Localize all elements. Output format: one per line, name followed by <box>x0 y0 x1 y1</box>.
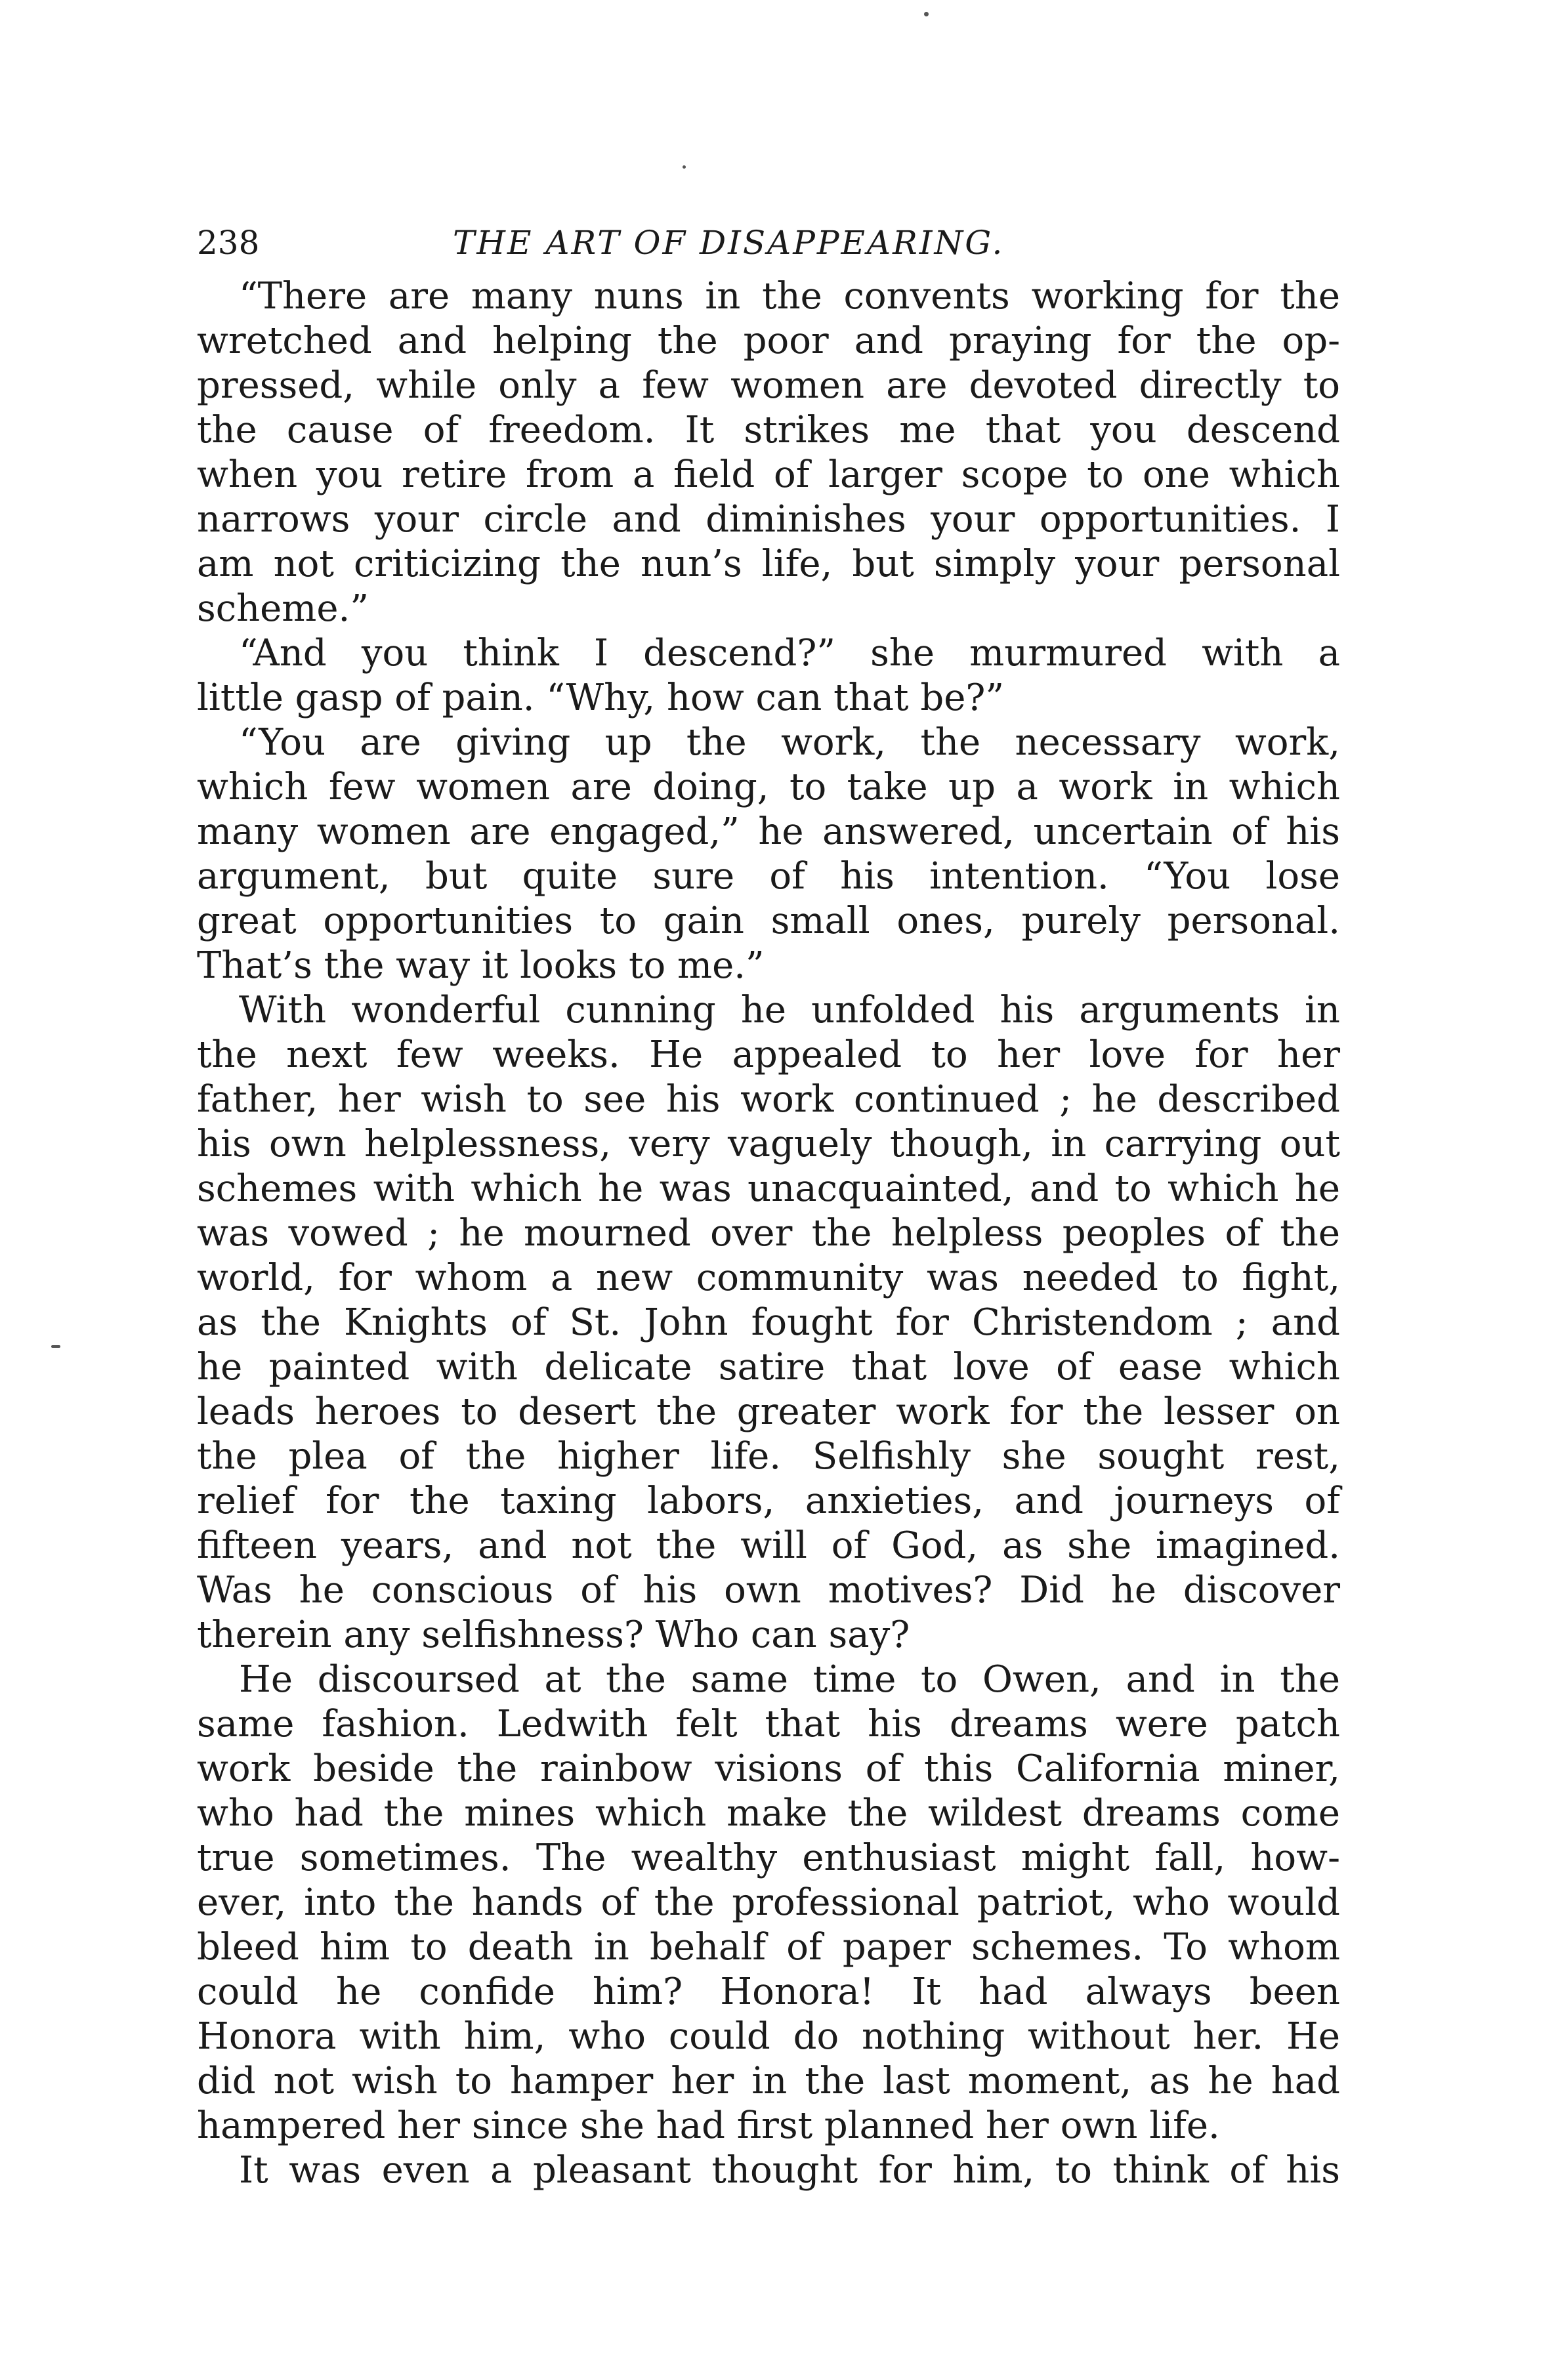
running-head <box>197 217 1340 269</box>
text-line: scheme.” <box>197 587 369 630</box>
text-line: true sometimes. The wealthy enthusiast might fall, how- <box>197 1837 1340 1879</box>
text-line: hampered her since she had first planned her own life. <box>197 2104 1220 2147</box>
text-line: was vowed ; he mourned over the helpless peoples of the <box>197 1212 1340 1255</box>
text-line: leads heroes to desert the greater work for the lesser on <box>197 1390 1340 1433</box>
text-line: He discoursed at the same time to Owen, and in the <box>239 1658 1340 1701</box>
text-line: “And you think I descend?” she murmured with a <box>239 632 1340 675</box>
text-line: argument, but quite sure of his intention. “You lose <box>197 855 1340 898</box>
text-line: That’s the way it looks to me.” <box>197 944 765 987</box>
text-line: as the Knights of St. John fought for Christendom ; and <box>197 1301 1340 1344</box>
text-line: work beside the rainbow visions of this California miner, <box>197 1747 1340 1790</box>
book-page <box>197 217 1340 2193</box>
text-line: am not criticizing the nun’s life, but simply your personal <box>197 543 1340 585</box>
page-number: 238 <box>197 224 260 262</box>
text-line: his own helplessness, very vaguely though, in carrying out <box>197 1123 1340 1165</box>
print-speck <box>683 165 686 169</box>
text-line: little gasp of pain. “Why, how can that be?” <box>197 677 1005 719</box>
text-line: ever, into the hands of the professional patriot, who would <box>197 1881 1340 1924</box>
text-line: pressed, while only a few women are devoted directly to <box>197 364 1340 407</box>
running-title: THE ART OF DISAPPEARING. <box>453 224 1005 262</box>
text-line: which few women are doing, to take up a work in which <box>197 766 1340 808</box>
print-speck <box>51 1345 60 1348</box>
text-line: who had the mines which make the wildest dreams come <box>197 1792 1340 1835</box>
text-line: “You are giving up the work, the necessary work, <box>239 721 1340 764</box>
text-line: the cause of freedom. It strikes me that you descend <box>197 409 1340 451</box>
text-line: schemes with which he was unacquainted, and to which he <box>197 1167 1340 1210</box>
text-line: did not wish to hamper her in the last moment, as he had <box>197 2060 1340 2102</box>
body-text <box>197 274 1340 2193</box>
text-line: many women are engaged,” he answered, uncertain of his <box>197 810 1340 853</box>
text-line: fifteen years, and not the will of God, as she imagined. <box>197 1524 1340 1567</box>
text-line: “There are many nuns in the convents working for the <box>239 275 1340 318</box>
print-speck <box>924 12 929 16</box>
text-line: the plea of the higher life. Selfishly she sought rest, <box>197 1435 1340 1478</box>
text-line: the next few weeks. He appealed to her love for her <box>197 1033 1340 1076</box>
text-line: relief for the taxing labors, anxieties, and journeys of <box>197 1480 1340 1522</box>
text-line: great opportunities to gain small ones, purely personal. <box>197 900 1340 942</box>
text-line: could he confide him? Honora! It had always been <box>197 1971 1340 2013</box>
text-line: narrows your circle and diminishes your opportunities. I <box>197 498 1340 541</box>
text-line: Honora with him, who could do nothing without her. He <box>197 2015 1340 2058</box>
text-line: when you retire from a field of larger scope to one which <box>197 453 1340 496</box>
text-line: bleed him to death in behalf of paper schemes. To whom <box>197 1926 1340 1969</box>
text-line: world, for whom a new community was needed to fight, <box>197 1257 1340 1299</box>
text-line: therein any selfishness? Who can say? <box>197 1614 910 1656</box>
text-line: With wonderful cunning he unfolded his arguments in <box>239 989 1340 1032</box>
text-line: Was he conscious of his own motives? Did he discover <box>197 1569 1340 1612</box>
text-line: father, her wish to see his work continued ; he described <box>197 1078 1340 1121</box>
text-line: wretched and helping the poor and praying for the op- <box>197 320 1340 362</box>
text-line: It was even a pleasant thought for him, to think of his <box>239 2149 1340 2192</box>
text-line: he painted with delicate satire that love of ease which <box>197 1346 1340 1388</box>
text-line: same fashion. Ledwith felt that his dreams were patch <box>197 1703 1340 1745</box>
